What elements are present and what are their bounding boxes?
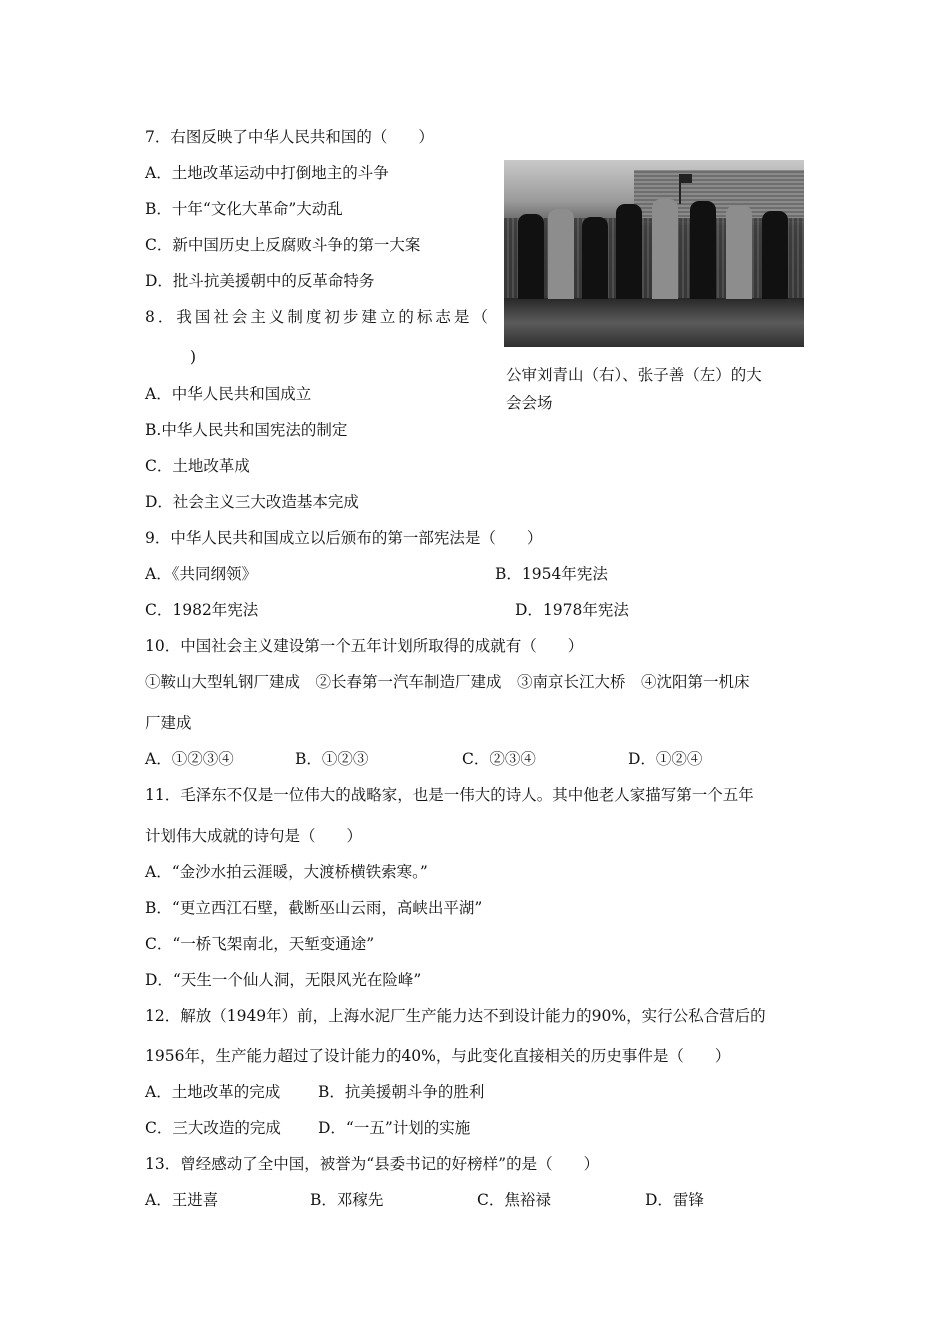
q11-stem: 11．毛泽东不仅是一位伟大的战略家，也是一伟大的诗人。其中他老人家描写第一个五年 bbox=[145, 786, 754, 804]
q11-option-c: C．“一桥飞架南北，天堑变通途” bbox=[145, 935, 375, 953]
q8-option-c: C．土地改革成 bbox=[145, 457, 250, 475]
q10-option-d: D．①②④ bbox=[628, 750, 703, 768]
q7-stem: 7．右图反映了中华人民共和国的（ ） bbox=[145, 128, 434, 146]
q9-option-b: B．1954年宪法 bbox=[495, 565, 608, 583]
q12-option-a: A．土地改革的完成 bbox=[145, 1083, 281, 1101]
photo-caption-cont: 会会场 bbox=[506, 394, 553, 412]
q7-option-c: C．新中国历史上反腐败斗争的第一大案 bbox=[145, 236, 421, 254]
q10-items: ①鞍山大型轧钢厂建成 ②长春第一汽车制造厂建成 ③南京长江大桥 ④沈阳第一机床 bbox=[145, 673, 750, 691]
q8-option-b: B.中华人民共和国宪法的制定 bbox=[145, 421, 348, 439]
trial-rally-photo bbox=[504, 160, 804, 347]
q9-option-c: C．1982年宪法 bbox=[145, 601, 259, 619]
q13-option-b: B．邓稼先 bbox=[310, 1191, 384, 1209]
q13-stem: 13．曾经感动了全中国，被誉为“县委书记的好榜样”的是（ ） bbox=[145, 1155, 600, 1173]
q11-stem-cont: 计划伟大成就的诗句是（ ） bbox=[145, 827, 363, 845]
q10-option-a: A．①②③④ bbox=[145, 750, 234, 768]
q11-option-a: A．“金沙水拍云涯暖，大渡桥横铁索寒。” bbox=[145, 863, 428, 881]
q9-option-d: D．1978年宪法 bbox=[515, 601, 629, 619]
q7-option-d: D．批斗抗美援朝中的反革命特务 bbox=[145, 272, 375, 290]
photo-caption: 公审刘青山（右）、张子善（左）的大 bbox=[506, 366, 762, 384]
q8-option-d: D．社会主义三大改造基本完成 bbox=[145, 493, 359, 511]
q12-stem: 12．解放（1949年）前，上海水泥厂生产能力达不到设计能力的90%，实行公私合营后的 bbox=[145, 1007, 766, 1025]
q8-stem: 8．我国社会主义制度初步建立的标志是（ bbox=[145, 308, 491, 326]
q12-option-d: D．“一五”计划的实施 bbox=[318, 1119, 471, 1137]
q13-option-a: A．王进喜 bbox=[145, 1191, 219, 1209]
q10-option-b: B．①②③ bbox=[295, 750, 369, 768]
q10-stem: 10．中国社会主义建设第一个五年计划所取得的成就有（ ） bbox=[145, 637, 584, 655]
q9-stem: 9．中华人民共和国成立以后颁布的第一部宪法是（ ） bbox=[145, 529, 543, 547]
q12-stem-cont: 1956年，生产能力超过了设计能力的40%，与此变化直接相关的历史事件是（ ） bbox=[145, 1047, 731, 1065]
q11-option-b: B．“更立西江石壁，截断巫山云雨，高峡出平湖” bbox=[145, 899, 483, 917]
q8-option-a: A．中华人民共和国成立 bbox=[145, 385, 312, 403]
q13-option-d: D．雷锋 bbox=[645, 1191, 704, 1209]
q10-option-c: C．②③④ bbox=[462, 750, 536, 768]
q7-option-b: B．十年“文化大革命”大动乱 bbox=[145, 200, 343, 218]
q10-items-cont: 厂建成 bbox=[145, 714, 192, 732]
q12-option-c: C．三大改造的完成 bbox=[145, 1119, 281, 1137]
q12-option-b: B．抗美援朝斗争的胜利 bbox=[318, 1083, 485, 1101]
q13-option-c: C．焦裕禄 bbox=[477, 1191, 551, 1209]
q7-option-a: A．土地改革运动中打倒地主的斗争 bbox=[145, 164, 389, 182]
q11-option-d: D．“天生一个仙人洞，无限风光在险峰” bbox=[145, 971, 422, 989]
q9-option-a: A．《共同纲领》 bbox=[145, 565, 257, 583]
q8-stem-cont: ) bbox=[190, 348, 197, 366]
